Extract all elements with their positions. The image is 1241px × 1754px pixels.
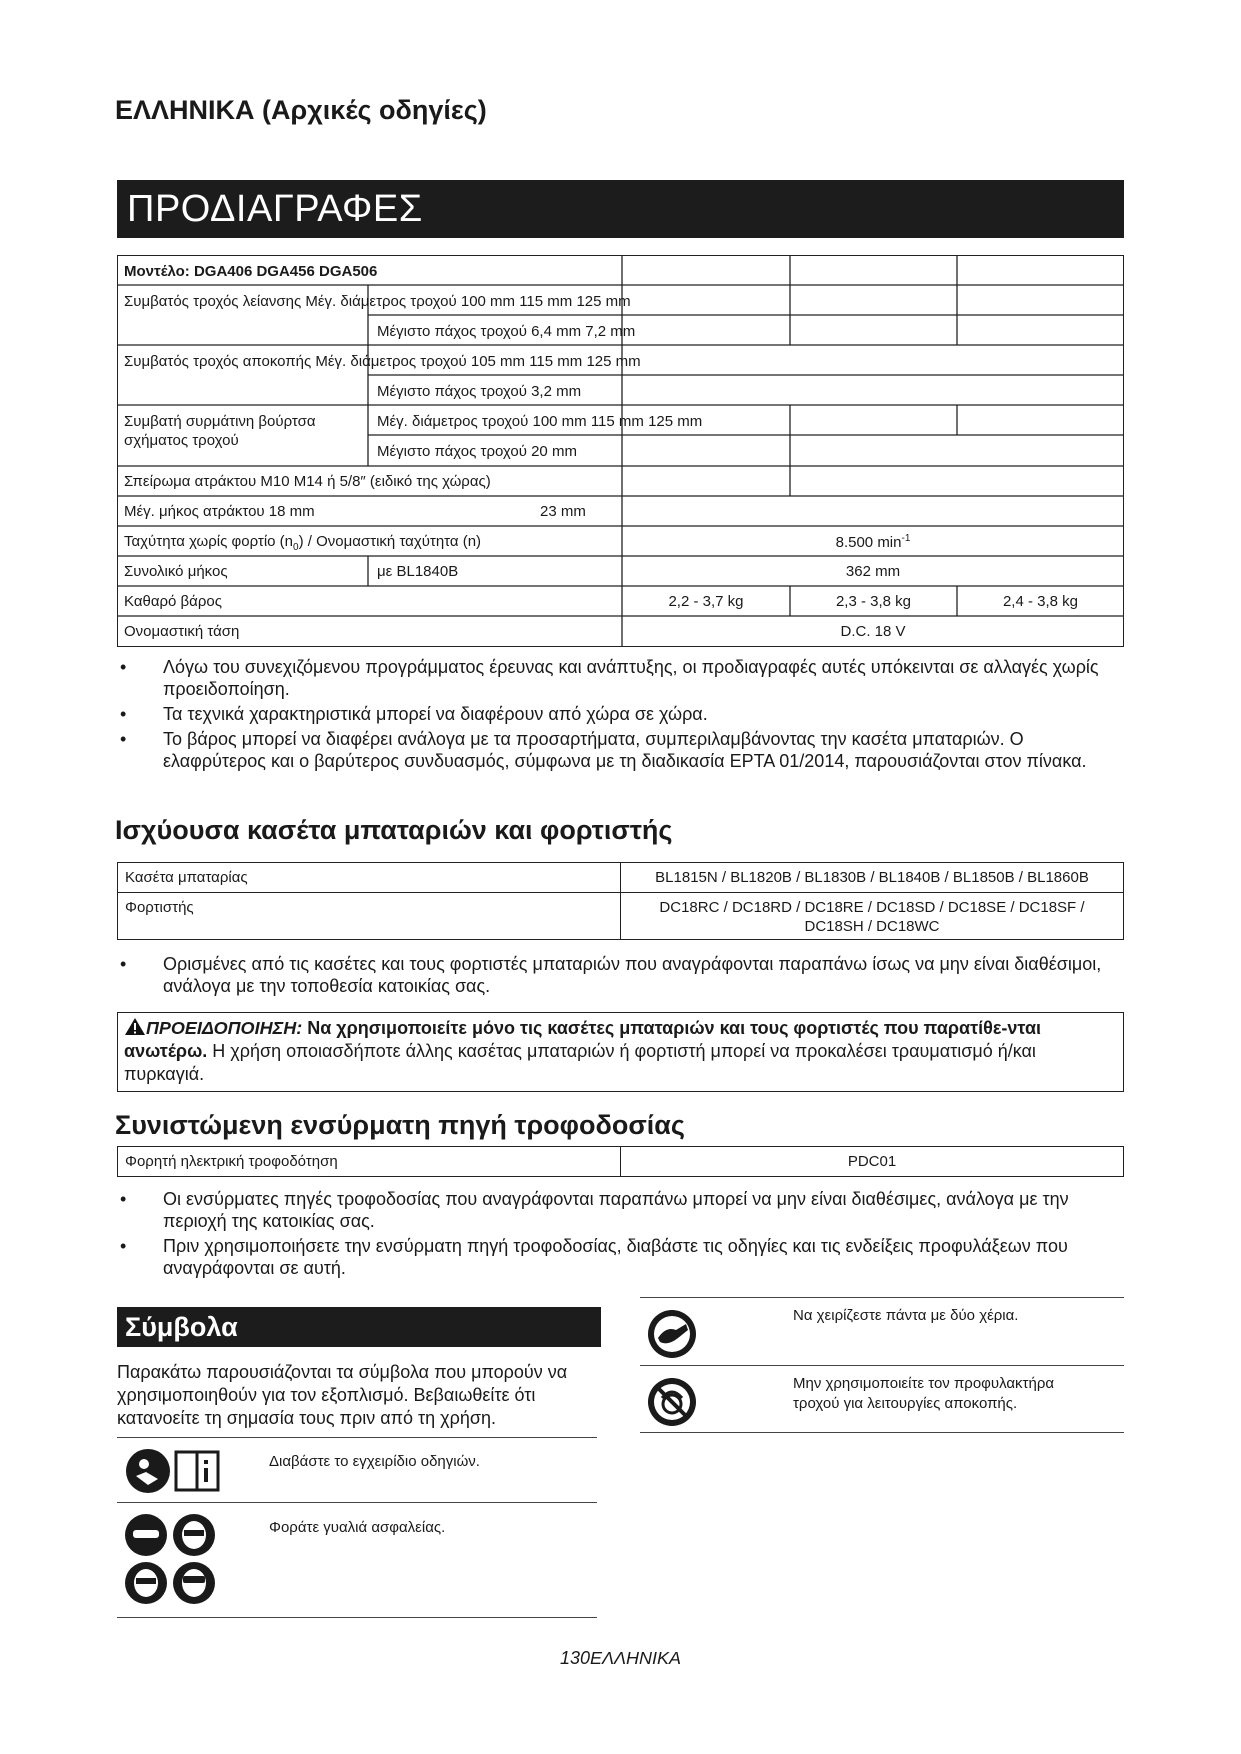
charger-value: DC18RC / DC18RD / DC18RE / DC18SD / DC18SE / DC18SF / DC18SH / DC18WC bbox=[620, 893, 1123, 939]
spindle-length-label: Μέγ. μήκος ατράκτου 18 mm bbox=[124, 503, 315, 520]
power-label: Φορητή ηλεκτρική τροφοδότηση bbox=[125, 1153, 338, 1170]
cutting-thickness: Μέγιστο πάχος τροχού 3,2 mm bbox=[377, 383, 582, 400]
wire-brush-label-2: σχήματος τροχού bbox=[124, 432, 239, 449]
list-item: • Ορισμένες από τις κασέτες και τους φορτιστές μπαταριών που αναγράφονται παραπάνω ίσως να μην είναι διαθέσιμοι, ανάλογα με την τοποθεσία κατοικίας σας. bbox=[117, 953, 1127, 997]
symbol-row-two-hands bbox=[640, 1297, 1124, 1365]
spec-notes bbox=[117, 656, 1127, 775]
page-footer: 130ΕΛΛΗΝΙΚΑ bbox=[559, 1648, 682, 1668]
net-weight-3: 2,4 - 3,8 kg bbox=[1002, 593, 1079, 610]
symbols-intro: Παρακάτω παρουσιάζονται τα σύμβολα που μπορούν να χρησιμοποιηθούν για τον εξοπλισμό. Βεβαιωθείτε ότι κατανοείτε τη σημασία τους πριν από τη χρήση. bbox=[117, 1362, 568, 1428]
list-item: • Το βάρος μπορεί να διαφέρει ανάλογα με τα προσαρτήματα, συμπεριλαμβάνοντας την κασέτα μπαταριών. Ο ελαφρύτερος και ο βαρύτερος συνδυασμός, σύμφωνα με τη διαδικασία EPTA 01/2014, παρουσιάζονται στον πίνακα. bbox=[117, 728, 1127, 772]
list-item: • Λόγω του συνεχιζόμενου προγράμματος έρευνας και ανάπτυξης, οι προδιαγραφές αυτές υπόκεινται σε αλλαγές χωρίς προειδοποίηση. bbox=[117, 656, 1127, 700]
read-manual-icon bbox=[124, 1446, 224, 1496]
no-guard-cutting-icon bbox=[646, 1376, 700, 1430]
battery-heading: Ισχύουσα κασέτα μπαταριών και φορτιστής bbox=[115, 815, 673, 845]
spindle-thread-row: Σπείρωμα ατράκτου M10 M14 ή 5/8″ (ειδικό της χώρας) bbox=[124, 473, 491, 490]
warning-icon bbox=[124, 1017, 146, 1036]
overall-length-label: Συνολικό μήκος bbox=[124, 563, 228, 580]
warning-label: ΠΡΟΕΙΔΟΠΟΙΗΣΗ: bbox=[146, 1018, 303, 1038]
list-item: • Πριν χρησιμοποιήσετε την ενσύρματη πηγή τροφοδοσίας, διαβάστε τις οδηγίες και τις ενδείξεις προφυλάξεων που αναγράφονται σε αυτή. bbox=[117, 1235, 1127, 1279]
symbol-row-manual bbox=[117, 1437, 597, 1502]
spindle-length-value: 23 mm bbox=[540, 503, 586, 520]
cutting-wheel-row: Συμβατός τροχός αποκοπής Μέγ. διάμετρος τροχού 105 mm 115 mm 125 mm bbox=[124, 353, 641, 370]
language-title: ΕΛΛΗΝΙΚΑ (Αρχικές οδηγίες) bbox=[115, 95, 487, 125]
battery-cartridge-value: BL1815N / BL1820B / BL1830B / BL1840B / BL1850B / BL1860B bbox=[620, 863, 1123, 892]
safety-glasses-icon bbox=[122, 1510, 222, 1610]
two-hands-text: Να χειρίζεστε πάντα με δύο χέρια. bbox=[793, 1307, 1019, 1324]
table-row bbox=[118, 1147, 1123, 1176]
warning-box bbox=[117, 1012, 1124, 1092]
power-table bbox=[117, 1146, 1124, 1177]
safety-glasses-text: Φοράτε γυαλιά ασφαλείας. bbox=[269, 1519, 446, 1536]
net-weight-1: 2,2 - 3,7 kg bbox=[668, 593, 744, 610]
grinding-thickness: Μέγιστο πάχος τροχού 6,4 mm 7,2 mm bbox=[377, 323, 636, 340]
list-item: • Οι ενσύρματες πηγές τροφοδοσίας που αναγράφονται παραπάνω μπορεί να μην είναι διαθέσιμες, ανάλογα με την περιοχή της κατοικίας σας. bbox=[117, 1188, 1127, 1232]
table-row bbox=[118, 893, 1123, 939]
wire-brush-diameter: Μέγ. διάμετρος τροχού 100 mm 115 mm 125 mm bbox=[377, 413, 703, 430]
battery-table bbox=[117, 862, 1124, 940]
wire-brush-thickness: Μέγιστο πάχος τροχού 20 mm bbox=[377, 443, 577, 460]
battery-cartridge-label: Κασέτα μπαταρίας bbox=[125, 869, 248, 886]
power-heading: Συνιστώμενη ενσύρματη πηγή τροφοδοσίας bbox=[115, 1110, 685, 1140]
overall-length-value: 362 mm bbox=[845, 563, 901, 580]
two-hands-icon bbox=[646, 1308, 700, 1362]
battery-notes bbox=[117, 953, 1127, 1000]
grinding-wheel-row: Συμβατός τροχός λείανσης Μέγ. διάμετρος τροχού 100 mm 115 mm 125 mm bbox=[124, 293, 631, 310]
warning-bold-text: Να χρησιμοποιείτε μόνο τις κασέτες μπαταριών και τους φορτιστές που παρατίθε-νται ανωτέρω. bbox=[124, 1018, 1042, 1061]
warning-text: Η χρήση οποιασδήποτε άλλης κασέτας μπαταριών ή φορτιστή μπορεί να προκαλέσει τραυματισμό ή/και πυρκαγιά. bbox=[124, 1041, 1036, 1084]
net-weight-2: 2,3 - 3,8 kg bbox=[835, 593, 912, 610]
symbol-row-no-guard bbox=[640, 1365, 1124, 1433]
speed-value: 8.500 $\min^{-1}$ bbox=[835, 533, 911, 551]
symbol-row-glasses bbox=[117, 1502, 597, 1618]
table-row bbox=[118, 863, 1123, 893]
no-guard-text: Μην χρησιμοποιείτε τον προφυλακτήρα τροχού για λειτουργίες αποκοπής. bbox=[793, 1375, 1055, 1412]
speed-label: Ταχύτητα χωρίς φορτίο $(n_0)$ / Ονομαστική ταχύτητα (n) bbox=[124, 533, 482, 553]
overall-length-with: με BL1840B bbox=[377, 563, 459, 580]
read-manual-text: Διαβάστε το εγχειρίδιο οδηγιών. bbox=[269, 1453, 480, 1470]
list-item: • Τα τεχνικά χαρακτηριστικά μπορεί να διαφέρουν από χώρα σε χώρα. bbox=[117, 703, 1127, 725]
rated-voltage-label: Ονομαστική τάση bbox=[124, 623, 240, 640]
specs-banner: ΠΡΟΔΙΑΓΡΑΦΕΣ bbox=[117, 180, 1124, 238]
power-value: PDC01 bbox=[620, 1147, 1123, 1176]
wire-brush-label-1: Συμβατή συρμάτινη βούρτσα bbox=[124, 413, 316, 430]
model-row: Μοντέλο: DGA406 DGA456 DGA506 bbox=[124, 263, 378, 280]
rated-voltage-value: D.C. 18 V bbox=[840, 623, 906, 640]
net-weight-label: Καθαρό βάρος bbox=[124, 593, 222, 610]
power-notes bbox=[117, 1188, 1127, 1282]
charger-label: Φορτιστής bbox=[125, 899, 194, 916]
symbols-banner: Σύμβολα bbox=[117, 1307, 601, 1347]
